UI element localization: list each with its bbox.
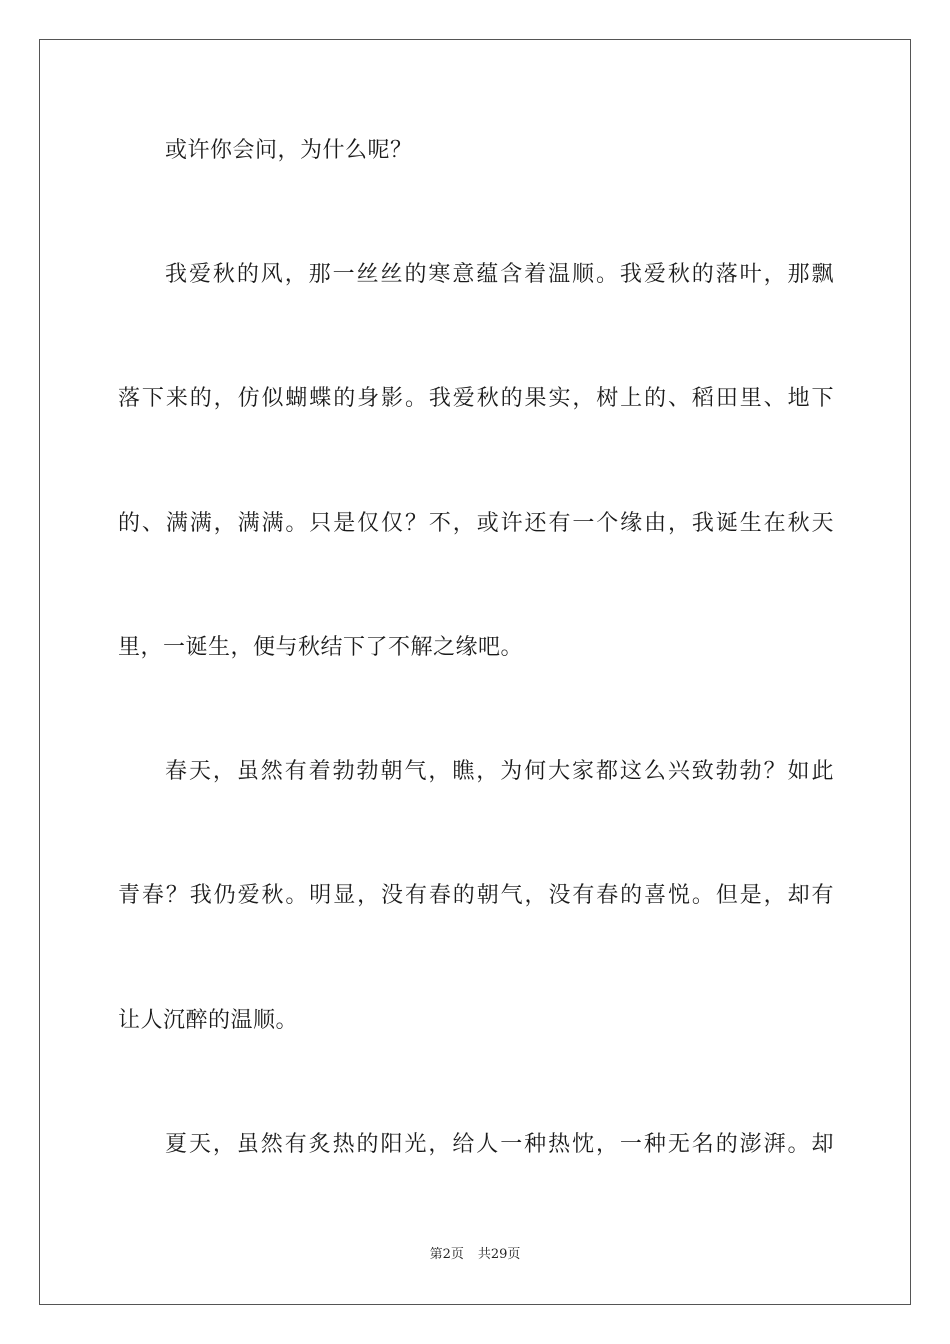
paragraph-line: 我爱秋的风，那一丝丝的寒意蕴含着温顺。我爱秋的落叶，那飘 [165,262,834,287]
page-footer [0,1246,950,1264]
page-total: 共29页 [477,1247,521,1262]
paragraph-line: 春天，虽然有着勃勃朝气，瞧，为何大家都这么兴致勃勃？如此 [165,759,834,784]
paragraph-line: 里，一诞生，便与秋结下了不解之缘吧。 [118,635,524,660]
page-number: 第2页 [429,1247,464,1262]
paragraph-line: 青春？我仍爱秋。明显，没有春的朝气，没有春的喜悦。但是，却有 [118,883,834,908]
paragraph-line: 让人沉醉的温顺。 [118,1008,299,1033]
paragraph-line: 或许你会问，为什么呢？ [165,138,413,163]
paragraph-line: 夏天，虽然有炙热的阳光，给人一种热忱，一种无名的澎湃。却 [165,1132,834,1157]
paragraph-line: 落下来的，仿似蝴蝶的身影。我爱秋的果实，树上的、稻田里、地下 [118,386,834,411]
page-border [39,39,911,1305]
paragraph-line: 的、满满，满满。只是仅仅？不，或许还有一个缘由，我诞生在秋天 [118,511,834,536]
